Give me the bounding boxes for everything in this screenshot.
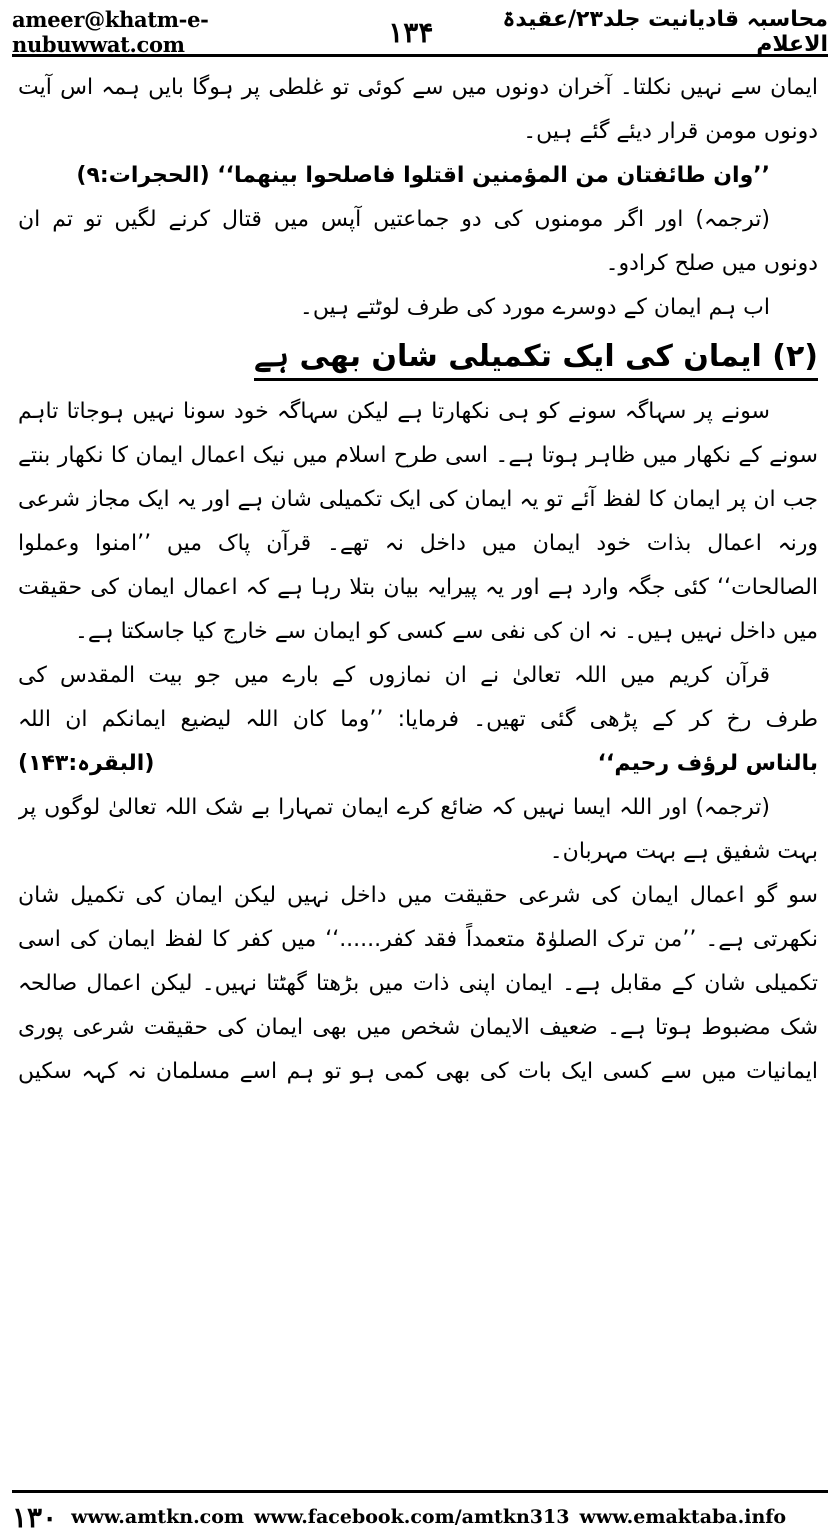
body-line: میں داخل نہیں ہیں۔ نہ ان کی نفی سے کسی کو ایمان سے خارج کیا جاسکتا ہے۔ — [74, 619, 818, 644]
website-link-emaktaba[interactable]: www.emaktaba.info — [579, 1506, 787, 1528]
page-header — [12, 7, 828, 57]
body-line: طرف رخ کر کے پڑھی گئی تھیں۔ فرمایا: ’’وما کان اللہ لیضیع ایمانکم ان اللہ — [18, 707, 818, 732]
body-line: دونوں میں صلح کرادو۔ — [605, 251, 818, 276]
page-body — [18, 66, 818, 1466]
body-line: بہت شفیق ہے بہت مہربان۔ — [549, 839, 818, 864]
body-line: سو گو اعمال ایمان کی شرعی حقیقت میں داخل نہیں لیکن ایمان کی تکمیل شان — [18, 883, 818, 908]
footer-links — [71, 1506, 786, 1528]
body-line: ایمان سے نہیں نکلتا۔ آخران دونوں میں سے کوئی تو غلطی پر ہوگا بایں ہمہ اس آیت — [18, 75, 818, 100]
body-line: جب ان پر ایمان کا لفظ آئے تو یہ ایمان کی ایک تکمیلی شان ہے اور یہ ایک مجاز شرعی — [18, 487, 818, 512]
body-line: دونوں مومن قرار دیئے گئے ہیں۔ — [523, 119, 818, 144]
body-line: تکمیلی شان کے مقابل ہے۔ ایمان اپنی ذات میں بڑھتا گھٹتا نہیں۔ لیکن اعمال صالحہ — [18, 971, 818, 996]
body-line: سونے پر سہاگہ سونے کو ہی نکھارتا ہے لیکن سہاگہ خود سونا نہیں ہوجاتا تاہم — [18, 399, 770, 424]
body-line: اب ہم ایمان کے دوسرے مورد کی طرف لوٹتے ہیں۔ — [299, 295, 770, 320]
page-footer — [12, 1490, 828, 1537]
body-line: سونے کے نکھار میں ظاہر ہوتا ہے۔ اسی طرح اسلام میں نیک اعمال ایمان کا نکھار بنتے — [18, 443, 818, 468]
body-line: ورنہ اعمال بذات خود ایمان میں داخل نہ تھے۔ قرآن پاک میں ’’امنوا وعملوا — [18, 531, 818, 556]
body-line: قرآن کریم میں اللہ تعالیٰ نے ان نمازوں کے بارے میں جو بیت المقدس کی — [18, 663, 770, 688]
email-link[interactable]: ameer@khatm-e-nubuwwat.com — [12, 7, 209, 57]
page-number-top: ۱۳۴ — [388, 15, 434, 49]
quran-quote: ’’وان طائفتان من المؤمنین اقتلوا فاصلحوا بینھما‘‘ (الحجرات:۹) — [76, 163, 770, 188]
citation-row — [18, 742, 818, 786]
citation-ref: (البقرہ:۱۴۳) — [18, 751, 155, 776]
quran-quote-end: بالناس لرؤف رحیم‘‘ — [597, 751, 818, 776]
body-line: الصالحات‘‘ کئی جگہ وارد ہے اور یہ پیرایہ بیان بتلا رہا ہے کہ اعمال ایمان کی حقیقت — [18, 575, 818, 600]
body-line: ایمانیات میں سے کسی ایک بات کی بھی کمی ہو تو ہم اسے مسلمان نہ کہہ سکیں — [18, 1059, 818, 1084]
translation-line: (ترجمہ) اور اگر مومنوں کی دو جماعتیں آپس میں قتال کرنے لگیں تو تم ان — [18, 207, 770, 232]
body-line: نکھرتی ہے۔ ’’من ترک الصلوٰۃ متعمداً فقد کفر......‘‘ میں کفر کا لفظ ایمان کی اسی — [18, 927, 818, 952]
website-link-amtkn[interactable]: www.amtkn.com — [71, 1506, 245, 1528]
page-number-bottom: ۱۳۰ — [12, 1500, 58, 1534]
facebook-link[interactable]: www.facebook.com/amtkn313 — [254, 1506, 570, 1528]
translation-line: (ترجمہ) اور اللہ ایسا نہیں کہ ضائع کرے ایمان تمہارا بے شک اللہ تعالیٰ لوگوں پر — [18, 795, 770, 820]
header-left — [12, 7, 433, 57]
section-heading: (۲) ایمان کی ایک تکمیلی شان بھی ہے — [254, 336, 818, 381]
book-title: محاسبہ قادیانیت جلد۲۳/عقیدۃ الاعلام — [502, 7, 828, 57]
body-line: شک مضبوط ہوتا ہے۔ ضعیف الایمان شخص میں بھی ایمان کی حقیقت شرعی پوری — [18, 1015, 818, 1040]
section-heading-row — [18, 330, 818, 390]
